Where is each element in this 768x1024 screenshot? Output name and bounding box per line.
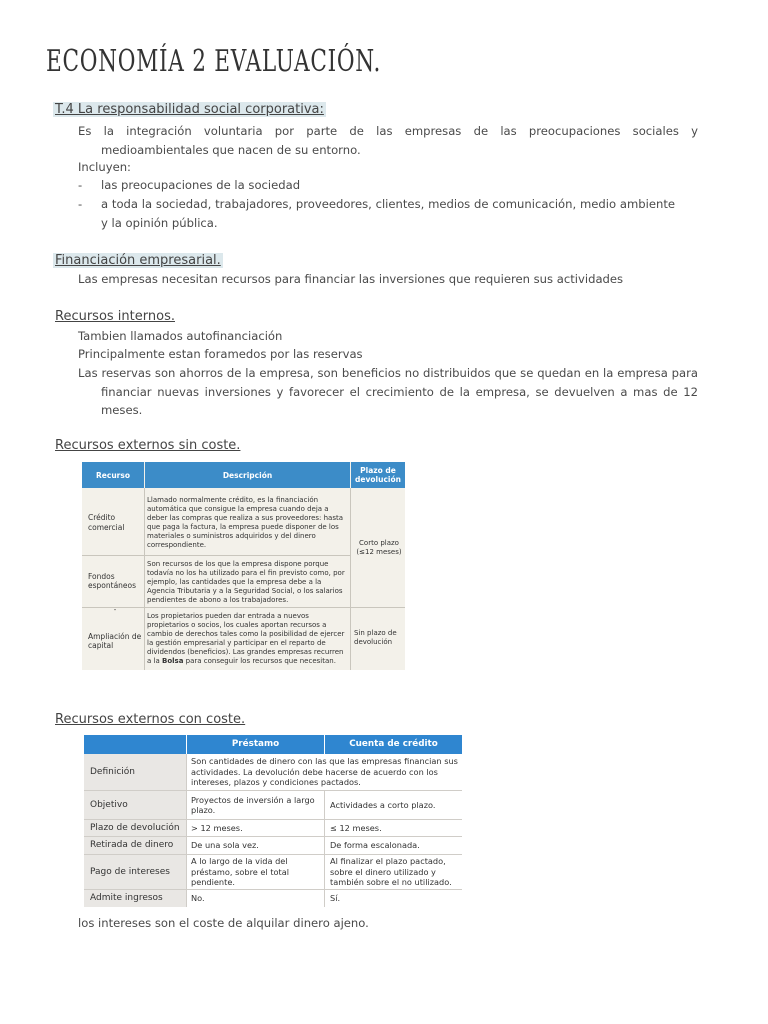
table-header-recurso: Recurso [82,462,144,488]
row-label-intereses: Pago de intereses [90,866,170,877]
heading-rsc: T.4 La responsabilidad social corporativa: [55,102,324,117]
cell-credito-plazo: ≤ 12 meses. [330,822,382,833]
rsc-definition: Es la integración voluntaria por parte de las empresas de las preocupaciones sociales y medioambientales que nacen de su entorno. [78,124,698,157]
cell-prestamo-retirada: De una sola vez. [191,840,259,851]
cell-prestamo-intereses: A lo largo de la vida del préstamo, sobre el total pendiente. [191,856,290,888]
bullet-dash: - [78,178,83,192]
table-cell-resource: Crédito comercial [88,513,125,532]
page-title: ECONOMÍA 2 EVALUACIÓN. [46,44,382,79]
table-cell-resource: Ampliación de capital [88,631,142,650]
cell-prestamo-plazo: > 12 meses. [191,822,243,833]
internos-line-3: Las reservas son ahorros de la empresa, son beneficios no distribuidos que se quedan en la empresa para financiar nuevas inversiones y favorecer el crecimiento de la empresa, se devuelven a mas de 12 meses. [78,366,698,417]
heading-externos-sin-coste: Recursos externos sin coste. [55,438,241,453]
heading-financiacion: Financiación empresarial. [55,253,221,268]
internos-line-2: Principalmente estan foramedos por las reservas [78,347,363,361]
cell-definicion: Son cantidades de dinero con las que las empresas financian sus actividades. La devolución debe hacerse de acuerdo con los intereses, plazos y condiciones pactados. [191,756,458,788]
table-header-prestamo: Préstamo [187,735,324,754]
row-label-ingresos: Admite ingresos [90,893,163,904]
row-label-definicion: Definición [90,766,135,777]
cell-prestamo-objetivo: Proyectos de inversión a largo plazo. [191,794,315,815]
rsc-include-label: Incluyen: [78,160,131,174]
cell-credito-retirada: De forma escalonada. [330,840,420,851]
financiacion-text: Las empresas necesitan recursos para financiar las inversiones que requieren sus actividades [78,272,624,286]
cell-credito-intereses: Al finalizar el plazo pactado, sobre el dinero utilizado y también sobre el no utilizado. [330,856,452,888]
table-recursos-con-coste [84,735,462,907]
table-cell-description: Llamado normalmente crédito, es la financiación automática que consigue la empresa cuando deja a deber las compras que realiza a sus proveedores: hasta que paga la factura, la empresa puede disponer de los materiales o suministros adquiridos y del dinero correspondiente. [147,496,344,549]
table-header-blank [84,735,186,754]
table-header-descripcion: Descripción [145,462,350,488]
heading-externos-con-coste: Recursos externos con coste. [55,712,246,727]
row-label-objetivo: Objetivo [90,799,128,810]
table-cell-plazo-corto: Corto plazo (≤12 meses) [356,539,402,556]
table-cell-plazo-sin: Sin plazo de devolución [354,629,397,646]
cell-credito-ingresos: Sí. [330,893,341,904]
row-label-plazo: Plazo de devolución [90,822,180,833]
cell-credito-objetivo: Actividades a corto plazo. [330,799,436,810]
table-dot: - [113,605,117,614]
table-header-credito: Cuenta de crédito [325,735,462,754]
bullet-dash: - [78,197,83,211]
table-cell-resource: Fondos espontáneos [88,571,137,590]
table-header-plazo: Plazo de devolución [351,462,405,488]
row-label-retirada: Retirada de dinero [90,840,174,851]
cell-prestamo-ingresos: No. [191,893,205,904]
rsc-bullet-1: - las preocupaciones de la sociedad [78,176,675,195]
heading-recursos-internos: Recursos internos. [55,309,175,324]
table-cell-description: Los propietarios pueden dar entrada a nuevos propietarios o socios, los cuales aportan recursos a cambio de derechos tales como la posibilidad de ejercer la gestión empresarial y participar en el reparto de dividendos (beneficios). Las grandes empresas recurren a la Bolsa para conseguir los recursos que necesitan. [147,612,345,665]
intereses-footer: los intereses son el coste de alquilar dinero ajeno. [78,916,369,930]
table-recursos-sin-coste [82,462,405,670]
table-cell-description: Son recursos de los que la empresa dispone porque todavía no los ha utilizado para el fin previsto como, por ejemplo, las cantidades que la empresa debe a la Agencia Tributaria y a la Seguridad Social, o los salarios pendientes de abono a los trabajadores. [147,559,345,604]
internos-line-1: Tambien llamados autofinanciación [78,329,283,343]
rsc-bullet-2: - a toda la sociedad, trabajadores, proveedores, clientes, medios de comunicación, medio ambiente y la opinión pública. [78,197,675,230]
